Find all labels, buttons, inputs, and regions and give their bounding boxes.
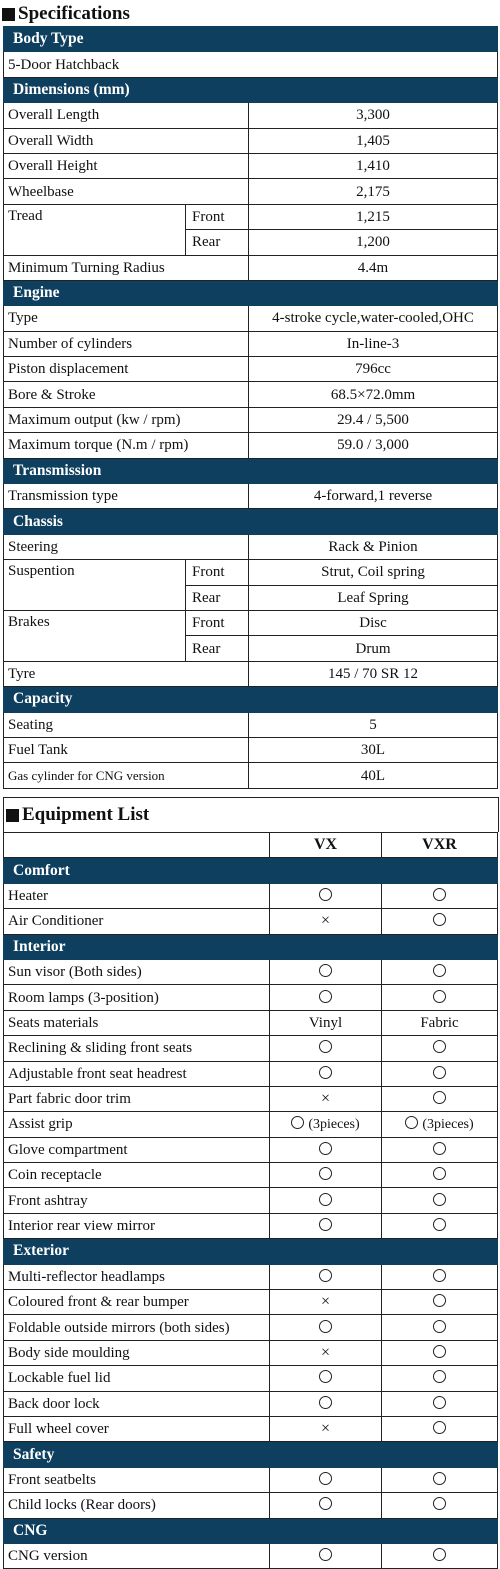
equipment-vx-note: (3pieces) [308, 1116, 360, 1132]
table-row [4, 1493, 498, 1518]
equipment-title-text: Equipment List [22, 804, 150, 825]
brakes-front-label: Front [186, 610, 249, 635]
equipment-vx-cell [270, 1163, 382, 1188]
table-row [4, 959, 498, 984]
equipment-vxr-cell [382, 1543, 498, 1568]
table-row [4, 1543, 498, 1568]
equipment-label: Coin receptacle [4, 1163, 270, 1188]
circle-mark-icon [319, 1142, 332, 1155]
equipment-vxr-cell [382, 1467, 498, 1492]
equipment-label: Assist grip [4, 1112, 270, 1137]
capacity-rows [4, 712, 498, 788]
tread-label: Tread [4, 204, 186, 255]
table-row [4, 1213, 498, 1238]
dimensions-rows [4, 103, 498, 205]
table-row [4, 1315, 498, 1340]
circle-mark-icon [319, 1497, 332, 1510]
section-header-row [4, 1442, 498, 1467]
equipment-vxr-cell [382, 959, 498, 984]
table-row [4, 1163, 498, 1188]
table-row [4, 763, 498, 788]
equipment-vxr-cell [382, 1493, 498, 1518]
circle-mark-icon [319, 1320, 332, 1333]
turning-radius-label: Minimum Turning Radius [4, 255, 249, 280]
spec-label: Wheelbase [4, 179, 249, 204]
circle-mark-icon [433, 888, 446, 901]
equipment-vx-cell [270, 1213, 382, 1238]
spec-value: 40L [249, 763, 498, 788]
equipment-vxr-cell [382, 1086, 498, 1111]
equipment-label: Interior rear view mirror [4, 1213, 270, 1238]
specifications-section [0, 2, 498, 789]
spec-label: Overall Length [4, 103, 249, 128]
table-row [4, 737, 498, 762]
table-row [4, 1112, 498, 1137]
circle-mark-icon [319, 990, 332, 1003]
spec-value: 4-stroke cycle,water-cooled,OHC [249, 306, 498, 331]
engine-rows [4, 306, 498, 458]
equipment-table [3, 832, 498, 1569]
equipment-label: Coloured front & rear bumper [4, 1290, 270, 1315]
spec-value: 1,405 [249, 128, 498, 153]
equipment-vxr-cell [382, 1366, 498, 1391]
circle-mark-icon [319, 1269, 332, 1282]
body-type-value: 5-Door Hatchback [4, 52, 498, 77]
suspension-rear-label: Rear [186, 585, 249, 610]
suspension-front-label: Front [186, 560, 249, 585]
equipment-vxr-cell [382, 883, 498, 908]
circle-mark-icon [319, 1193, 332, 1206]
equipment-vx-cell [270, 1315, 382, 1340]
circle-mark-icon [319, 1548, 332, 1561]
equipment-label: Part fabric door trim [4, 1086, 270, 1111]
spec-label: Maximum torque (N.m / rpm) [4, 433, 249, 458]
equipment-vx-text: Vinyl [308, 1014, 343, 1031]
equipment-vxr-cell [382, 1213, 498, 1238]
equipment-vxr-cell [382, 1010, 498, 1035]
tread-front-label: Front [186, 204, 249, 229]
equipment-vx-cell [270, 1036, 382, 1061]
column-header-vxr: VXR [382, 833, 498, 858]
equipment-vxr-cell [382, 1264, 498, 1289]
equipment-vxr-cell [382, 1315, 498, 1340]
tread-rear-value: 1,200 [249, 230, 498, 255]
equipment-vx-cell [270, 1391, 382, 1416]
equipment-label: Foldable outside mirrors (both sides) [4, 1315, 270, 1340]
section-header-row [4, 27, 498, 52]
equipment-label: CNG version [4, 1543, 270, 1568]
cross-mark-icon: × [320, 1344, 331, 1361]
spec-label: Bore & Stroke [4, 382, 249, 407]
section-header-row [4, 934, 498, 959]
spec-label: Transmission type [4, 484, 249, 509]
equipment-label: Full wheel cover [4, 1416, 270, 1441]
circle-mark-icon [433, 1167, 446, 1180]
specifications-table [3, 26, 498, 789]
section-header-transmission: Transmission [4, 458, 498, 483]
equipment-label: Child locks (Rear doors) [4, 1493, 270, 1518]
table-row [4, 433, 498, 458]
table-row [4, 610, 498, 635]
circle-mark-icon [433, 1472, 446, 1485]
equipment-vxr-cell [382, 1416, 498, 1441]
section-header-interior: Interior [4, 934, 498, 959]
spec-label: Overall Height [4, 153, 249, 178]
table-row [4, 407, 498, 432]
spec-value: 59.0 / 3,000 [249, 433, 498, 458]
circle-mark-icon [433, 1040, 446, 1053]
section-header-chassis: Chassis [4, 509, 498, 534]
tread-front-value: 1,215 [249, 204, 498, 229]
equipment-vxr-cell [382, 909, 498, 934]
equipment-vx-cell [270, 1416, 382, 1441]
table-row [4, 1416, 498, 1441]
equipment-vxr-cell [382, 1036, 498, 1061]
suspension-label: Suspention [4, 560, 186, 611]
equipment-vx-cell [270, 1290, 382, 1315]
equipment-label: Seats materials [4, 1010, 270, 1035]
equipment-label: Reclining & sliding front seats [4, 1036, 270, 1061]
equipment-title-frame [3, 797, 499, 832]
table-row [4, 179, 498, 204]
section-header-comfort: Comfort [4, 858, 498, 883]
equipment-label: Glove compartment [4, 1137, 270, 1162]
circle-mark-icon [433, 1320, 446, 1333]
table-row [4, 1391, 498, 1416]
table-row [4, 1137, 498, 1162]
spec-value: 29.4 / 5,500 [249, 407, 498, 432]
equipment-vxr-cell [382, 1137, 498, 1162]
table-row [4, 1290, 498, 1315]
equipment-label: Body side moulding [4, 1340, 270, 1365]
spec-value: 2,175 [249, 179, 498, 204]
equipment-rows [4, 858, 498, 1569]
equipment-vx-cell [270, 959, 382, 984]
circle-mark-icon [433, 1548, 446, 1561]
equipment-vx-cell [270, 1137, 382, 1162]
circle-mark-icon [291, 1116, 304, 1129]
equipment-vx-cell [270, 1264, 382, 1289]
equipment-vx-cell [270, 883, 382, 908]
table-row [4, 1036, 498, 1061]
cross-mark-icon: × [320, 1420, 331, 1438]
brakes-rear-label: Rear [186, 636, 249, 661]
table-row [4, 909, 498, 934]
table-row [4, 357, 498, 382]
spec-value: 30L [249, 737, 498, 762]
table-row [4, 128, 498, 153]
table-row [4, 52, 498, 77]
spec-label: Fuel Tank [4, 737, 249, 762]
equipment-vx-cell [270, 1188, 382, 1213]
table-row [4, 883, 498, 908]
equipment-vxr-cell [382, 985, 498, 1010]
section-header-row [4, 280, 498, 305]
circle-mark-icon [433, 1396, 446, 1409]
spec-value: 796cc [249, 357, 498, 382]
equipment-vx-cell [270, 1086, 382, 1111]
suspension-rear-value: Leaf Spring [249, 585, 498, 610]
section-header-capacity: Capacity [4, 687, 498, 712]
table-row [4, 484, 498, 509]
section-header-row [4, 1239, 498, 1264]
square-bullet-icon [2, 8, 15, 21]
equipment-label: Heater [4, 883, 270, 908]
equipment-vxr-cell [382, 1391, 498, 1416]
table-row [4, 1264, 498, 1289]
cross-mark-icon: × [320, 1090, 331, 1108]
equipment-label: Front seatbelts [4, 1467, 270, 1492]
equipment-vx-cell [270, 985, 382, 1010]
square-bullet-icon [6, 809, 19, 822]
table-row [4, 103, 498, 128]
section-header-row [4, 77, 498, 102]
spec-label: Gas cylinder for CNG version [4, 763, 249, 788]
spec-value: 1,410 [249, 153, 498, 178]
section-header-cng: CNG [4, 1518, 498, 1543]
circle-mark-icon [319, 964, 332, 977]
equipment-vxr-cell [382, 1061, 498, 1086]
spec-label: Seating [4, 712, 249, 737]
spec-label: Overall Width [4, 128, 249, 153]
section-header-row [4, 458, 498, 483]
equipment-vxr-text: Fabric [420, 1014, 459, 1031]
circle-mark-icon [433, 1066, 446, 1079]
circle-mark-icon [319, 888, 332, 901]
spec-label: Piston displacement [4, 357, 249, 382]
brakes-label: Brakes [4, 610, 186, 661]
section-header-row [4, 858, 498, 883]
tread-rear-label: Rear [186, 230, 249, 255]
section-header-row [4, 509, 498, 534]
equipment-vxr-note: (3pieces) [422, 1116, 474, 1132]
circle-mark-icon [319, 1066, 332, 1079]
equipment-vx-cell [270, 1061, 382, 1086]
equipment-label: Front ashtray [4, 1188, 270, 1213]
equipment-vxr-cell [382, 1290, 498, 1315]
brakes-rear-value: Drum [249, 636, 498, 661]
table-row [4, 1366, 498, 1391]
table-row [4, 1340, 498, 1365]
spec-label: Type [4, 306, 249, 331]
equipment-vx-cell [270, 1467, 382, 1492]
circle-mark-icon [433, 913, 446, 926]
spec-value: 3,300 [249, 103, 498, 128]
column-header-feature [4, 833, 270, 858]
table-row [4, 1086, 498, 1111]
equipment-vx-cell [270, 1366, 382, 1391]
circle-mark-icon [319, 1396, 332, 1409]
equipment-vx-cell [270, 909, 382, 934]
specifications-title-text: Specifications [18, 3, 130, 24]
equipment-label: Room lamps (3-position) [4, 985, 270, 1010]
circle-mark-icon [433, 990, 446, 1003]
equipment-vxr-cell [382, 1340, 498, 1365]
circle-mark-icon [405, 1116, 418, 1129]
circle-mark-icon [433, 964, 446, 977]
section-header-dimensions: Dimensions (mm) [4, 77, 498, 102]
section-header-row [4, 1518, 498, 1543]
section-header-engine: Engine [4, 280, 498, 305]
table-row [4, 1188, 498, 1213]
table-row [4, 331, 498, 356]
cross-mark-icon: × [320, 1293, 331, 1311]
circle-mark-icon [433, 1345, 446, 1358]
steering-value: Rack & Pinion [249, 534, 498, 559]
column-header-vx: VX [270, 833, 382, 858]
transmission-rows [4, 484, 498, 509]
spec-label: Maximum output (kw / rpm) [4, 407, 249, 432]
equipment-vx-cell [270, 1010, 382, 1035]
circle-mark-icon [433, 1370, 446, 1383]
circle-mark-icon [433, 1142, 446, 1155]
circle-mark-icon [319, 1218, 332, 1231]
table-row [4, 255, 498, 280]
equipment-label: Adjustable front seat headrest [4, 1061, 270, 1086]
equipment-vx-cell [270, 1340, 382, 1365]
equipment-vxr-cell [382, 1112, 498, 1137]
section-header-exterior: Exterior [4, 1239, 498, 1264]
tyre-value: 145 / 70 SR 12 [249, 661, 498, 686]
circle-mark-icon [319, 1370, 332, 1383]
table-row [4, 1467, 498, 1492]
section-header-row [4, 687, 498, 712]
table-row [4, 153, 498, 178]
steering-label: Steering [4, 534, 249, 559]
circle-mark-icon [433, 1294, 446, 1307]
equipment-vx-cell [270, 1112, 382, 1137]
suspension-front-value: Strut, Coil spring [249, 560, 498, 585]
spec-value: 68.5×72.0mm [249, 382, 498, 407]
table-row [4, 560, 498, 585]
specifications-title [0, 2, 498, 26]
circle-mark-icon [433, 1193, 446, 1206]
table-row [4, 306, 498, 331]
cross-mark-icon: × [320, 912, 331, 930]
circle-mark-icon [433, 1218, 446, 1231]
spec-value: In-line-3 [249, 331, 498, 356]
equipment-label: Air Conditioner [4, 909, 270, 934]
equipment-label: Multi-reflector headlamps [4, 1264, 270, 1289]
equipment-vx-cell [270, 1543, 382, 1568]
circle-mark-icon [433, 1269, 446, 1282]
table-row [4, 204, 498, 229]
table-row [4, 661, 498, 686]
circle-mark-icon [433, 1497, 446, 1510]
section-header-body-type: Body Type [4, 27, 498, 52]
brakes-front-value: Disc [249, 610, 498, 635]
equipment-vx-cell [270, 1493, 382, 1518]
table-row [4, 985, 498, 1010]
spec-label: Number of cylinders [4, 331, 249, 356]
table-row [4, 712, 498, 737]
equipment-label: Lockable fuel lid [4, 1366, 270, 1391]
circle-mark-icon [433, 1421, 446, 1434]
circle-mark-icon [319, 1472, 332, 1485]
turning-radius-value: 4.4m [249, 255, 498, 280]
table-row [4, 382, 498, 407]
circle-mark-icon [319, 1040, 332, 1053]
tyre-label: Tyre [4, 661, 249, 686]
spec-value: 5 [249, 712, 498, 737]
table-row [4, 534, 498, 559]
equipment-vxr-cell [382, 1163, 498, 1188]
equipment-vxr-cell [382, 1188, 498, 1213]
table-row [4, 1061, 498, 1086]
spec-value: 4-forward,1 reverse [249, 484, 498, 509]
table-row [4, 1010, 498, 1035]
equipment-title [4, 798, 498, 832]
equipment-section [0, 797, 499, 1569]
circle-mark-icon [319, 1167, 332, 1180]
column-header-row [4, 833, 498, 858]
equipment-label: Sun visor (Both sides) [4, 959, 270, 984]
section-header-safety: Safety [4, 1442, 498, 1467]
equipment-label: Back door lock [4, 1391, 270, 1416]
circle-mark-icon [433, 1091, 446, 1104]
